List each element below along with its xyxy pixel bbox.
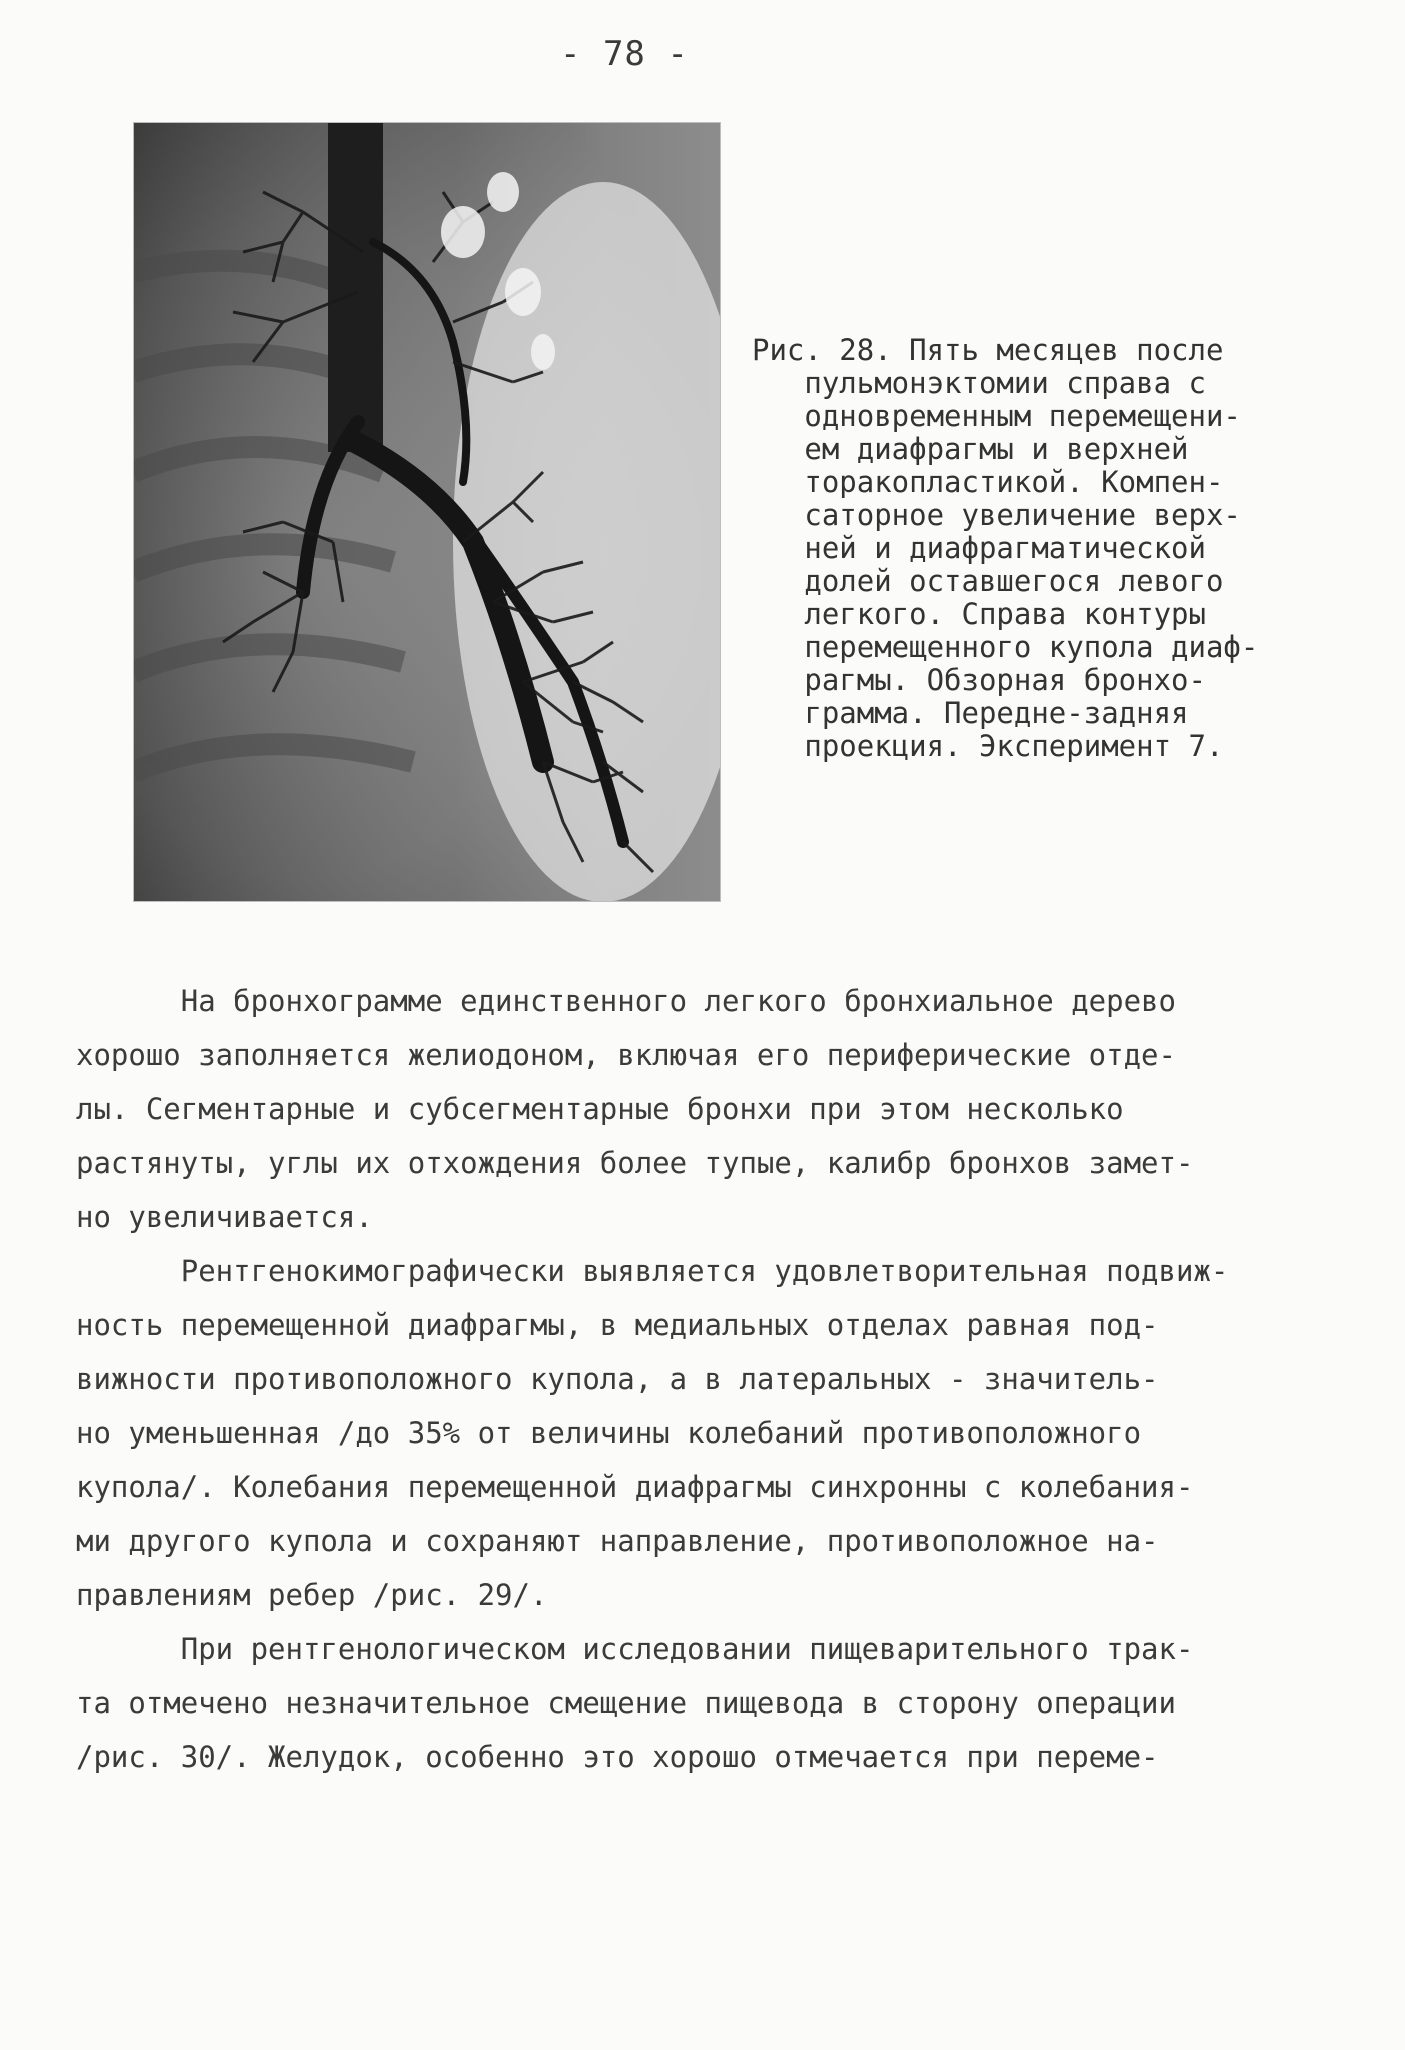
caption-line: легкого. Справа контуры: [752, 597, 1206, 631]
page-number: - 78 -: [560, 34, 689, 74]
figure-caption: [752, 334, 1312, 763]
paragraph-digestive: [76, 1622, 1316, 1784]
caption-line: рагмы. Обзорная бронхо-: [752, 663, 1206, 697]
text-line: правлениям ребер /рис. 29/.: [76, 1578, 548, 1612]
text-line: но уменьшенная /до 35% от величины колебаний противоположного: [76, 1416, 1142, 1450]
text-line: купола/. Колебания перемещенной диафрагмы синхронны с колебания-: [76, 1470, 1194, 1504]
caption-line: саторное увеличение верх-: [752, 498, 1241, 532]
caption-line: одновременным перемещени-: [752, 399, 1241, 433]
body-text: [76, 974, 1316, 1784]
text-line: лы. Сегментарные и субсегментарные бронхи при этом несколько: [76, 1092, 1124, 1126]
caption-line: перемещенного купола диаф-: [752, 630, 1259, 664]
text-line: хорошо заполняется желиодоном, включая его периферические отде-: [76, 1038, 1176, 1072]
bronchogram-xray-image: [133, 122, 721, 902]
text-line: Рентгенокимографически выявляется удовлетворительная подвиж-: [76, 1254, 1229, 1288]
caption-line: проекция. Эксперимент 7.: [752, 729, 1224, 763]
text-line: На бронхограмме единственного легкого бронхиальное дерево: [76, 984, 1176, 1018]
caption-line: Рис. 28. Пять месяцев после: [752, 333, 1224, 367]
text-line: та отмечено незначительное смещение пищевода в сторону операции: [76, 1686, 1176, 1720]
text-line: но увеличивается.: [76, 1200, 373, 1234]
text-line: ми другого купола и сохраняют направление, противоположное на-: [76, 1524, 1159, 1558]
text-line: ность перемещенной диафрагмы, в медиальных отделах равная под-: [76, 1308, 1159, 1342]
caption-line: торакопластикой. Компен-: [752, 465, 1224, 499]
text-line: При рентгенологическом исследовании пищеварительного трак-: [76, 1632, 1194, 1666]
caption-line: ней и диафрагматической: [752, 531, 1206, 565]
text-line: вижности противоположного купола, а в латеральных - значитель-: [76, 1362, 1159, 1396]
caption-line: грамма. Передне-задняя: [752, 696, 1189, 730]
caption-line: ем диафрагмы и верхней: [752, 432, 1189, 466]
paragraph-kymography: [76, 1244, 1316, 1622]
caption-line: долей оставшегося левого: [752, 564, 1224, 598]
text-line: /рис. 30/. Желудок, особенно это хорошо отмечается при переме-: [76, 1740, 1159, 1774]
text-line: растянуты, углы их отхождения более тупые, калибр бронхов замет-: [76, 1146, 1194, 1180]
caption-line: пульмонэктомии справа с: [752, 366, 1206, 400]
paragraph-bronchogram: [76, 974, 1316, 1244]
